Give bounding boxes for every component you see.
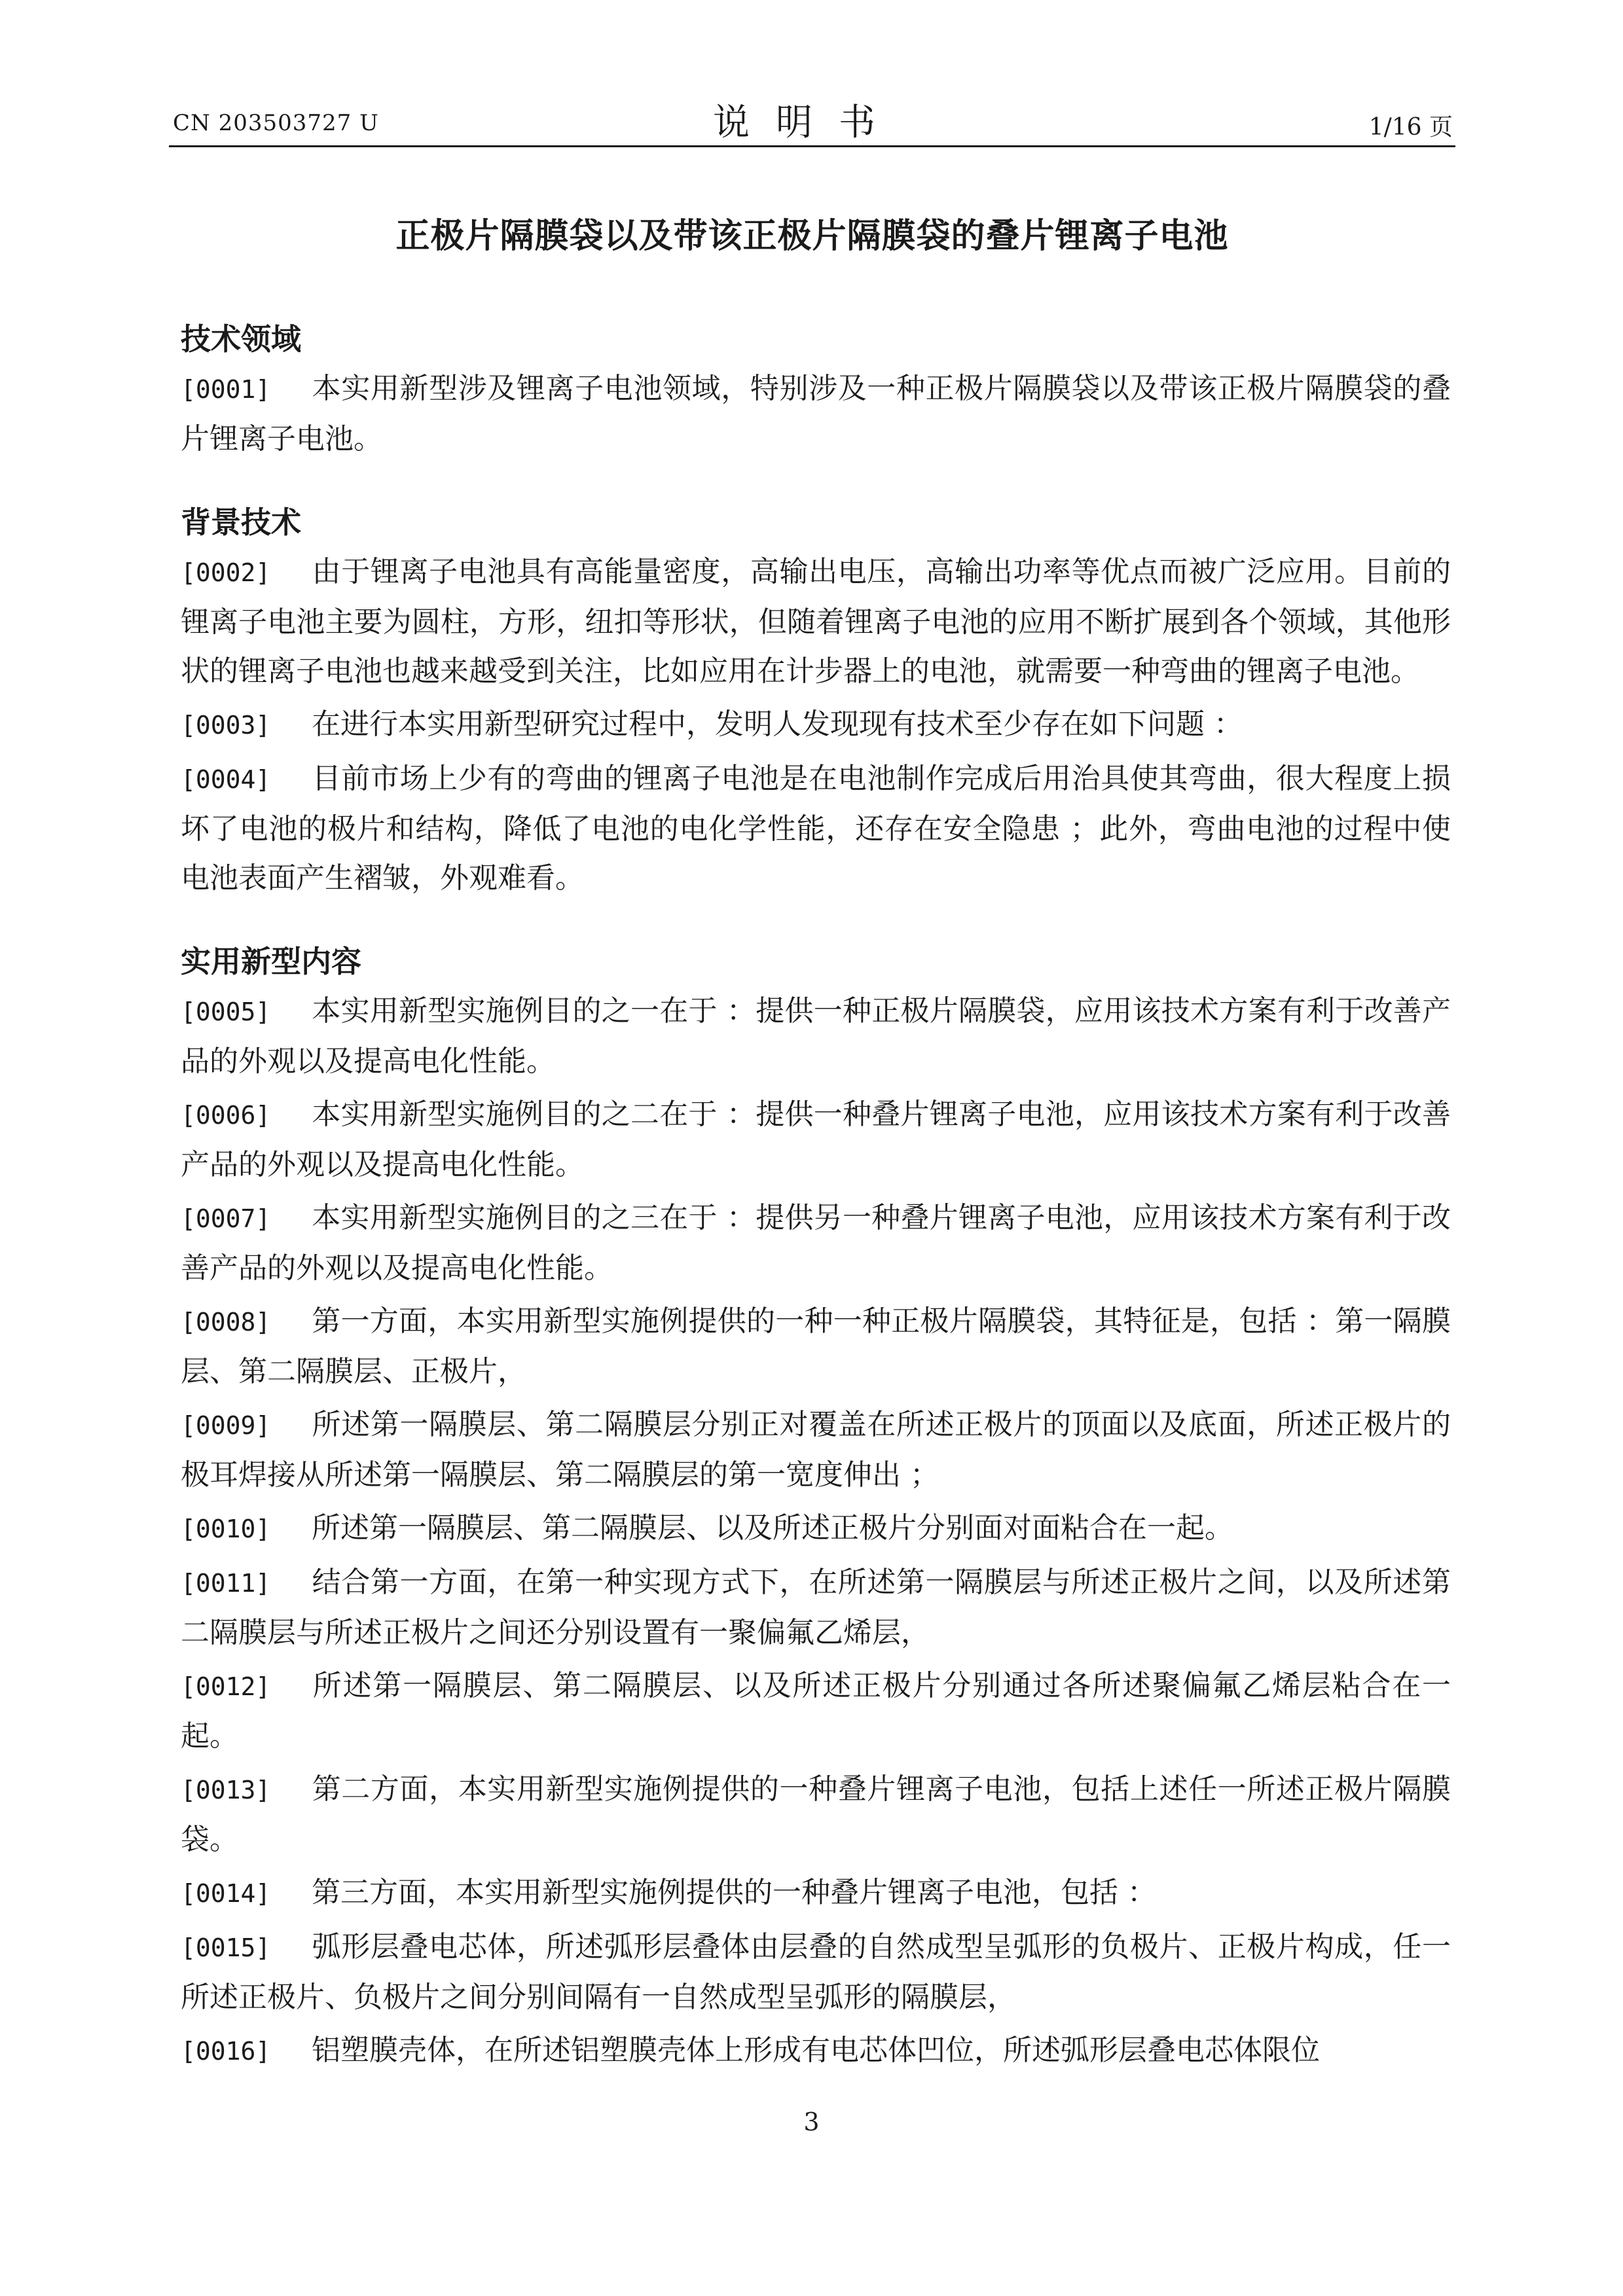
- paragraph-number: [0003]: [181, 711, 271, 740]
- paragraph: [181, 986, 1451, 1086]
- section-heading: 技术领域: [181, 321, 301, 357]
- paragraph-text: 弧形层叠电芯体，所述弧形层叠体由层叠的自然成型呈弧形的负极片、正极片构成，任一所述正极片、负极片之间分别间隔有一自然成型呈弧形的隔膜层，: [181, 1930, 1451, 2014]
- paragraph: [181, 1503, 1451, 1554]
- patent-number: CN 203503727 U: [173, 110, 379, 136]
- paragraph-text: 第三方面，本实用新型实施例提供的一种叠片锂离子电池，包括 ：: [312, 1876, 1156, 1909]
- paragraph-text: 由于锂离子电池具有高能量密度，高输出电压，高输出功率等优点而被广泛应用。目前的锂离子电池主要为圆柱，方形，纽扣等形状，但随着锂离子电池的应用不断扩展到各个领域，其他形状的锂离子电池也越来越受到关注，比如应用在计步器上的电池，就需要一种弯曲的锂离子电池。: [181, 555, 1451, 688]
- paragraph-text: 第一方面，本实用新型实施例提供的一种一种正极片隔膜袋，其特征是，包括 ：第一隔膜层、第二隔膜层、正极片，: [181, 1304, 1451, 1388]
- paragraph-number: [0013]: [181, 1776, 271, 1804]
- paragraph-number: [0015]: [181, 1933, 271, 1962]
- paragraph-text: 本实用新型实施例目的之三在于 ：提供另一种叠片锂离子电池，应用该技术方案有利于改善产品的外观以及提高电化性能。: [181, 1201, 1451, 1285]
- paragraph-number: [0016]: [181, 2037, 271, 2066]
- paragraph-number: [0006]: [181, 1101, 271, 1130]
- paragraph: [181, 1400, 1451, 1499]
- paragraph-number: [0014]: [181, 1879, 271, 1908]
- paragraph-text: 本实用新型实施例目的之一在于 ：提供一种正极片隔膜袋，应用该技术方案有利于改善产品的外观以及提高电化性能。: [181, 994, 1451, 1078]
- paragraph-text: 铝塑膜壳体，在所述铝塑膜壳体上形成有电芯体凹位，所述弧形层叠电芯体限位: [312, 2034, 1320, 2067]
- section-utility-model-content: [181, 937, 1451, 2076]
- paragraph: [181, 364, 1451, 463]
- paragraph-number: [0011]: [181, 1569, 271, 1598]
- paragraph-text: 目前市场上少有的弯曲的锂离子电池是在电池制作完成后用治具使其弯曲，很大程度上损坏了电池的极片和结构，降低了电池的电化学性能，还存在安全隐患 ；此外，弯曲电池的过程中使电池表面产生褶皱，外观难看。: [181, 762, 1451, 895]
- paragraph: [181, 1868, 1451, 1918]
- paragraph-text: 第二方面，本实用新型实施例提供的一种叠片锂离子电池，包括上述任一所述正极片隔膜袋。: [181, 1772, 1451, 1856]
- paragraph: [181, 1193, 1451, 1293]
- paragraph-text: 所述第一隔膜层、第二隔膜层、以及所述正极片分别通过各所述聚偏氟乙烯层粘合在一起。: [181, 1669, 1451, 1753]
- paragraph-number: [0012]: [181, 1672, 271, 1701]
- paragraph: [181, 2026, 1451, 2076]
- paragraph: [181, 547, 1451, 696]
- doc-type-heading: 说明书: [713, 101, 902, 144]
- paragraph-text: 结合第一方面，在第一种实现方式下，在所述第一隔膜层与所述正极片之间，以及所述第二隔膜层与所述正极片之间还分别设置有一聚偏氟乙烯层，: [181, 1566, 1451, 1649]
- paragraph-number: [0001]: [181, 375, 271, 404]
- paragraph: [181, 1558, 1451, 1657]
- paragraph-number: [0004]: [181, 765, 271, 794]
- section-heading: 实用新型内容: [181, 944, 361, 979]
- page-number: 3: [803, 2108, 820, 2136]
- paragraph-number: [0009]: [181, 1411, 271, 1440]
- section-background: [181, 497, 1451, 903]
- paragraph: [181, 754, 1451, 903]
- document-body: [181, 314, 1451, 2080]
- paragraph-text: 所述第一隔膜层、第二隔膜层分别正对覆盖在所述正极片的顶面以及底面，所述正极片的极耳焊接从所述第一隔膜层、第二隔膜层的第一宽度伸出 ；: [181, 1408, 1451, 1492]
- paragraph-text: 本实用新型涉及锂离子电池领域，特别涉及一种正极片隔膜袋以及带该正极片隔膜袋的叠片锂离子电池。: [181, 372, 1451, 456]
- paragraph-number: [0010]: [181, 1515, 271, 1543]
- header-divider: [169, 145, 1455, 147]
- paragraph: [181, 1090, 1451, 1189]
- paragraph: [181, 1297, 1451, 1396]
- paragraph: [181, 1661, 1451, 1761]
- paragraph-number: [0008]: [181, 1308, 271, 1336]
- paragraph-text: 本实用新型实施例目的之二在于 ：提供一种叠片锂离子电池，应用该技术方案有利于改善产品的外观以及提高电化性能。: [181, 1098, 1451, 1181]
- paragraph-text: 所述第一隔膜层、第二隔膜层、以及所述正极片分别面对面粘合在一起。: [312, 1511, 1233, 1545]
- page-indicator: 1/16 页: [1368, 114, 1453, 141]
- paragraph-text: 在进行本实用新型研究过程中，发明人发现现有技术至少存在如下问题 ：: [312, 708, 1243, 741]
- paragraph-number: [0007]: [181, 1204, 271, 1233]
- paragraph: [181, 1922, 1451, 2022]
- paragraph: [181, 700, 1451, 750]
- section-heading: 背景技术: [181, 505, 301, 540]
- document-title: 正极片隔膜袋以及带该正极片隔膜袋的叠片锂离子电池: [395, 217, 1229, 256]
- section-technical-field: [181, 314, 1451, 463]
- paragraph: [181, 1765, 1451, 1864]
- paragraph-number: [0005]: [181, 997, 271, 1026]
- paragraph-number: [0002]: [181, 558, 271, 587]
